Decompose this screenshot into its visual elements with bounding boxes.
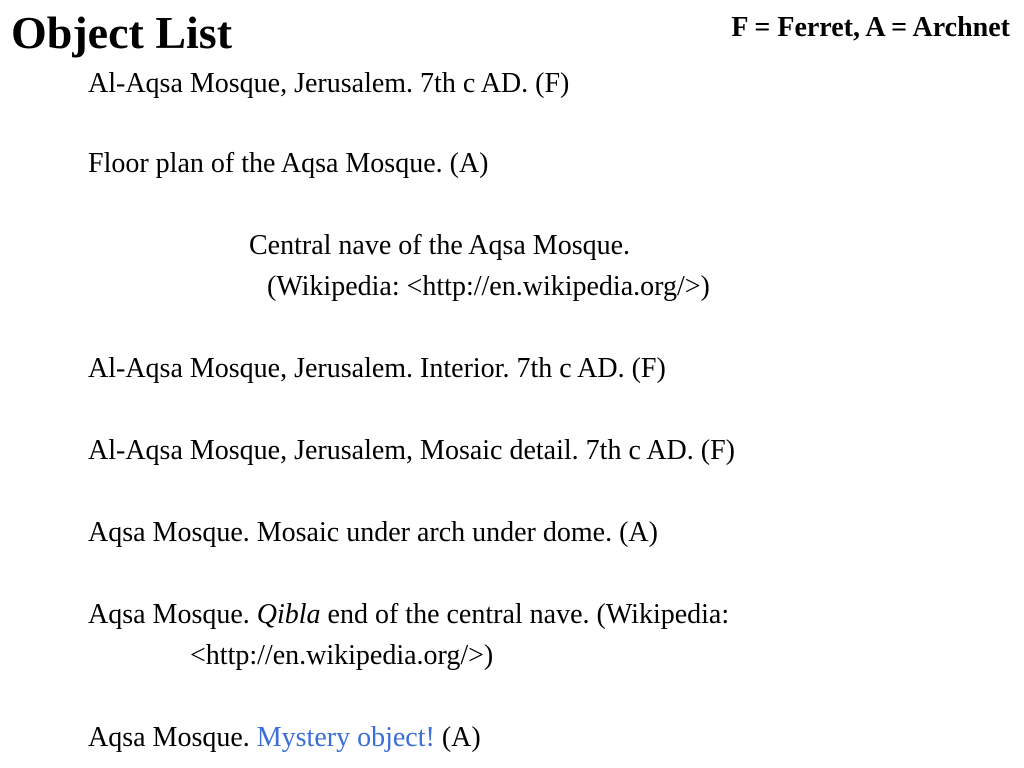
list-item: Al-Aqsa Mosque, Jerusalem. Interior. 7th c AD. (F) [88,353,666,384]
list-item-suffix: end of the central nave. (Wikipedia: [320,599,730,630]
list-item: Al-Aqsa Mosque, Jerusalem, Mosaic detail. 7th c AD. (F) [88,435,735,466]
qibla-emphasis: Qibla [256,599,321,630]
list-item-prefix: Aqsa Mosque. [88,599,257,630]
list-item [88,724,481,752]
list-item-continuation: <http://en.wikipedia.org/>) [190,640,494,671]
list-item: Al-Aqsa Mosque, Jerusalem. 7th c AD. (F) [88,68,570,99]
mystery-object-link[interactable]: Mystery object! [256,722,435,753]
list-item: Central nave of the Aqsa Mosque. [249,230,631,261]
list-item [88,601,729,629]
list-item-prefix: Aqsa Mosque. [88,722,257,753]
list-item-continuation: (Wikipedia: <http://en.wikipedia.org/>) [267,271,710,302]
list-item-suffix: (A) [434,722,481,753]
list-item: Floor plan of the Aqsa Mosque. (A) [88,148,489,179]
source-legend: F = Ferret, A = Archnet [731,12,1010,43]
page-title: Object List [11,7,233,58]
list-item: Aqsa Mosque. Mosaic under arch under dome. (A) [88,517,658,548]
